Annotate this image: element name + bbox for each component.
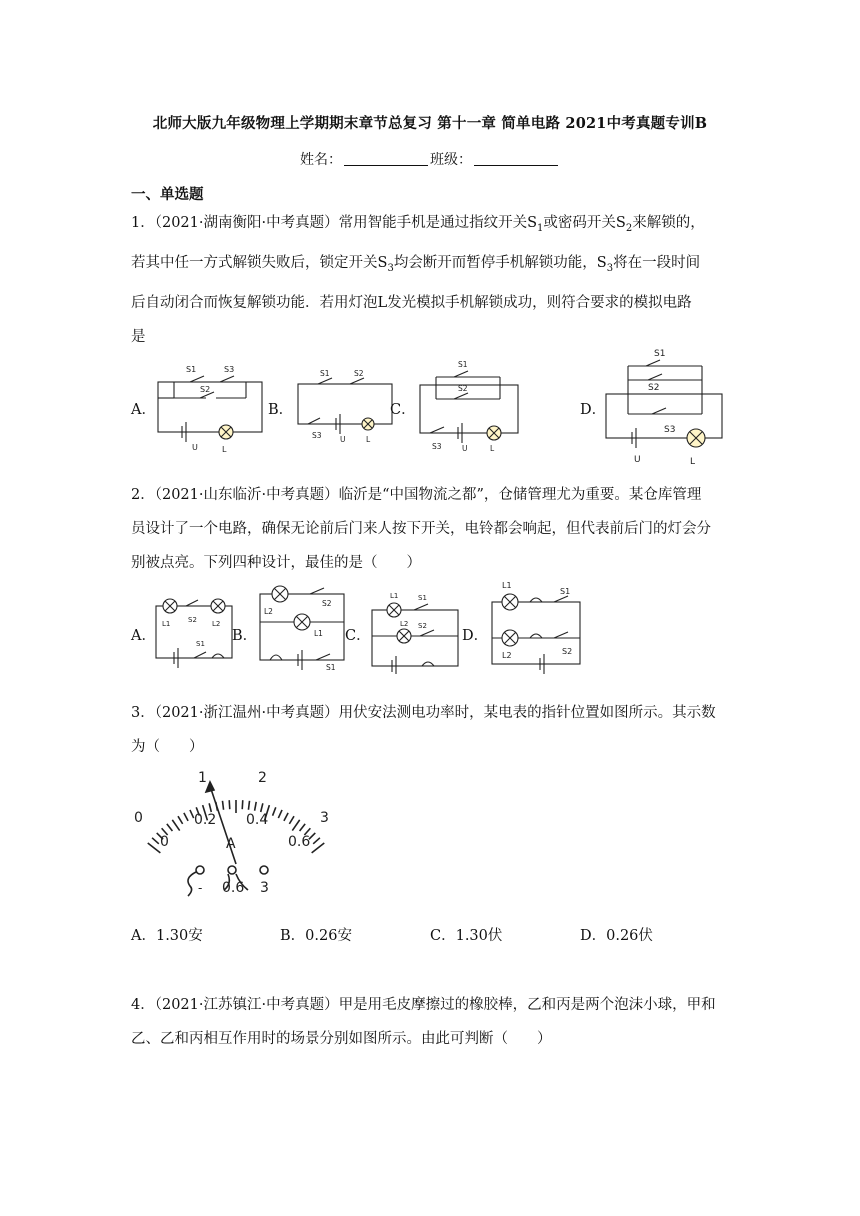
q2-line3: 别被点亮。下列四种设计，最佳的是（ ）: [131, 555, 421, 571]
svg-text:S1: S1: [654, 349, 666, 359]
scale-tick: [255, 802, 257, 811]
terminal-3: 3: [260, 880, 269, 896]
scale-tick: [172, 820, 179, 831]
label-l: L: [222, 445, 227, 454]
svg-text:S1: S1: [418, 594, 427, 602]
svg-text:L1: L1: [502, 581, 512, 590]
question-1: [131, 206, 731, 354]
svg-text:L2: L2: [400, 620, 409, 628]
q1-circuit-b: [290, 368, 400, 448]
scale-tick: [273, 807, 276, 815]
name-label: 姓名：: [300, 152, 342, 168]
svg-text:S2: S2: [562, 647, 573, 656]
svg-text:S1: S1: [320, 369, 330, 378]
scale-tick: [284, 813, 288, 821]
q3-line1: 3．（2021·浙江温州·中考真题）用伏安法测电功率时，某电表的指针位置如图所示。其示数: [131, 705, 716, 721]
question-3: [131, 696, 731, 764]
scale-tick: [248, 801, 249, 810]
svg-text:L: L: [690, 457, 696, 467]
svg-text:S2: S2: [458, 384, 468, 393]
scale-tick: [292, 820, 299, 831]
label-s1: S1: [186, 365, 197, 374]
class-label: 班级：: [430, 152, 472, 168]
q2-option-a[interactable]: A．: [131, 628, 156, 644]
q1-line3: 后自动闭合而恢复解锁功能．若用灯泡L发光模拟手机解锁成功，则符合要求的模拟电路: [131, 294, 692, 311]
bottom-tick-2: 0.4: [246, 812, 269, 828]
q1-line2: 若其中任一方式解锁失败后，锁定开关$S_3$均会断开而暂停手机解锁功能，$S_3$将在一段时间: [131, 254, 701, 274]
q2-option-c[interactable]: C．: [345, 628, 371, 644]
scale-tick: [242, 800, 243, 809]
name-class-line: [0, 149, 860, 169]
scale-tick: [261, 803, 263, 812]
scale-tick: [184, 813, 188, 821]
scale-tick: [229, 800, 230, 809]
terminal-neg: -: [198, 881, 203, 895]
q4-line2: 乙、乙和丙相互作用时的场景分别如图所示。由此可判断（ ）: [131, 1031, 552, 1047]
question-2: [131, 478, 731, 580]
scale-tick: [167, 824, 173, 831]
class-blank[interactable]: [474, 151, 558, 166]
svg-text:L: L: [490, 444, 495, 453]
q4-line1: 4．（2021·江苏镇江·中考真题）甲是用毛皮摩擦过的橡胶棒，乙和丙是两个泡沫小球，甲和: [131, 997, 716, 1013]
label-u: U: [192, 443, 198, 452]
svg-text:L2: L2: [212, 620, 221, 628]
q1-option-a[interactable]: A．: [131, 402, 156, 418]
scale-tick: [178, 816, 183, 824]
q2-circuit-d: [488, 578, 588, 678]
svg-text:L1: L1: [314, 629, 323, 638]
svg-text:S1: S1: [560, 587, 571, 596]
question-4: [131, 988, 731, 1056]
bottom-tick-1: 0.2: [194, 812, 217, 828]
svg-text:S2: S2: [418, 622, 427, 630]
q3-option-d[interactable]: D．0.26伏: [580, 928, 653, 944]
svg-text:L2: L2: [502, 651, 512, 660]
q1-option-b[interactable]: B．: [268, 402, 294, 418]
svg-text:L2: L2: [264, 607, 273, 616]
q1-line1: 1．（2021·湖南衡阳·中考真题）常用智能手机是通过指纹开关$S_1$或密码开关$S_2$来解锁的，: [131, 215, 705, 234]
q2-option-d[interactable]: D．: [462, 628, 489, 644]
scale-tick: [300, 824, 306, 831]
top-tick-1: 1: [198, 770, 207, 786]
q3-line2: 为（ ）: [131, 739, 204, 755]
svg-text:L: L: [366, 435, 371, 444]
svg-text:U: U: [634, 455, 641, 465]
q2-line2: 员设计了一个电路，确保无论前后门来人按下开关，电铃都会响起，但代表前后门的灯会分: [131, 521, 711, 537]
svg-text:U: U: [340, 435, 346, 444]
scale-tick: [152, 838, 159, 844]
scale-tick: [278, 810, 282, 818]
q2-line1: 2．（2021·山东临沂·中考真题）临沂是“中国物流之都”，仓储管理尤为重要。某仓库管理: [131, 487, 702, 503]
q3-option-a[interactable]: A．1.30安: [131, 928, 203, 944]
svg-text:S1: S1: [458, 360, 468, 369]
svg-text:U: U: [462, 444, 468, 453]
section-heading: 一、单选题: [131, 186, 204, 203]
bottom-tick-0: 0: [160, 834, 169, 850]
top-tick-3: 3: [320, 810, 329, 826]
scale-tick: [313, 838, 320, 844]
svg-text:S2: S2: [354, 369, 364, 378]
q2-option-b[interactable]: B．: [232, 628, 258, 644]
svg-text:S2: S2: [188, 616, 197, 624]
q2-circuit-c: [366, 582, 462, 674]
terminal-06: 0.6: [222, 880, 245, 896]
top-tick-0: 0: [134, 810, 143, 826]
ammeter-dial: [128, 762, 348, 902]
svg-text:L1: L1: [162, 620, 171, 628]
svg-text:S3: S3: [432, 442, 442, 451]
svg-text:S2: S2: [322, 599, 332, 608]
meter-unit: A: [226, 836, 236, 852]
svg-text:S3: S3: [664, 425, 676, 435]
q1-circuit-d: [598, 346, 728, 470]
q1-option-d[interactable]: D．: [580, 402, 607, 418]
label-s3: S3: [224, 365, 235, 374]
q2-circuit-a: [150, 590, 238, 670]
q1-line4: 是: [131, 328, 146, 345]
top-tick-2: 2: [258, 770, 267, 786]
svg-text:S1: S1: [326, 663, 336, 672]
label-s2: S2: [200, 385, 211, 394]
q1-circuit-c: [412, 355, 532, 455]
svg-text:S2: S2: [648, 383, 660, 393]
scale-tick: [312, 843, 325, 853]
q1-circuit-a: [150, 360, 270, 455]
svg-text:S1: S1: [196, 640, 205, 648]
page-title: 北师大版九年级物理上学期期末章节总复习 第十一章 简单电路 2021中考真题专训B: [152, 115, 708, 132]
q3-option-b[interactable]: B．0.26安: [280, 928, 352, 944]
scale-tick: [289, 816, 294, 824]
scale-tick: [222, 801, 223, 810]
q2-circuit-b: [252, 582, 350, 674]
scale-tick: [209, 803, 211, 812]
q1-option-c[interactable]: C．: [390, 402, 416, 418]
name-blank[interactable]: [344, 151, 428, 166]
svg-text:S3: S3: [312, 431, 322, 440]
bottom-tick-3: 0.6: [288, 834, 311, 850]
svg-text:L1: L1: [390, 592, 399, 600]
scale-tick: [148, 843, 161, 853]
q3-option-c[interactable]: C．1.30伏: [430, 928, 503, 944]
